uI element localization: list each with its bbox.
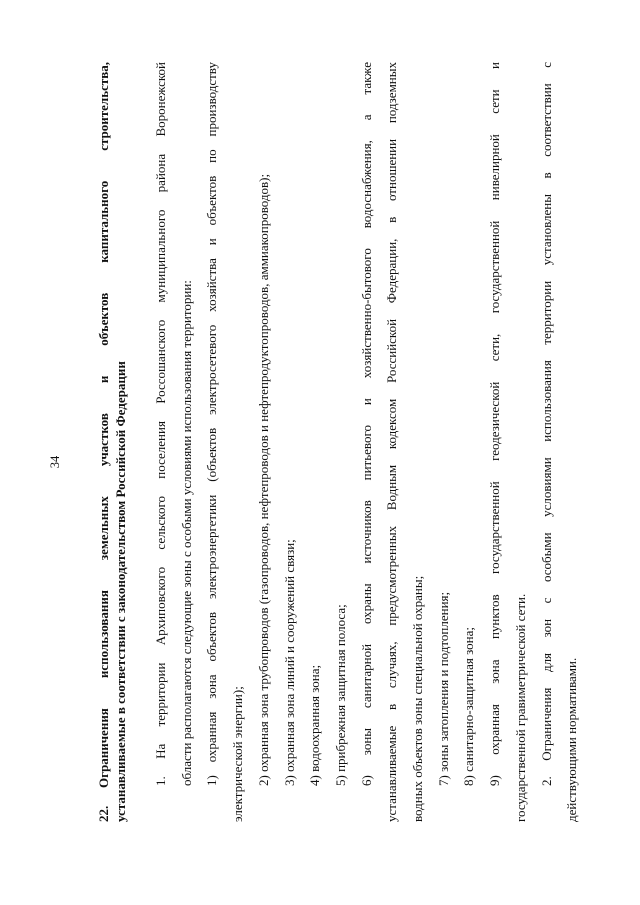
item9-line-2: государственной гравиметрической сети. [512, 593, 528, 822]
p2-line-1: 2. Ограничения для зон с особыми условиями использования территории установлены в соответствии с [538, 62, 554, 786]
list-item-3: 3) охранная зона линий и сооружений связи; [281, 539, 297, 786]
heading-line-1 [95, 62, 112, 822]
paragraph-2 [534, 62, 585, 822]
section-heading [95, 62, 129, 822]
paragraph-1 [148, 62, 199, 822]
document-body [148, 62, 585, 822]
heading-text-1: Ограничения использования земельных участков и объектов капитального строительства, [96, 62, 111, 788]
section-number: 22. [96, 805, 111, 822]
list-item-1 [199, 62, 250, 822]
list-item-6 [354, 62, 431, 822]
item6-line-2: устанавливаемые в случаях, предусмотренных Водным кодексом Российской Федерации, в отношении подземных [384, 62, 400, 822]
p1-line-2: области располагаются следующие зоны с особыми условиями использования территории: [178, 280, 194, 786]
p1-line-1: 1. На территории Архиповского сельского поселения Россошанского муниципального района Воронежской [153, 62, 168, 786]
list-item-5: 5) прибрежная защитная полоса; [332, 604, 348, 786]
heading-line-2: устанавливаемые в соответствии с законодательством Российской Федерации [113, 361, 128, 822]
list-item-4: 4) водоохранная зона; [307, 664, 323, 786]
list-item-9 [482, 62, 533, 822]
item9-line-1: 9) охранная зона пунктов государственной геодезической сети, государственной нивелирной сети и [487, 62, 503, 786]
list-item-7: 7) зоны затопления и подтопления; [435, 591, 451, 786]
item1-line-1: 1) охранная зона объектов электроэнергетики (объектов электросетевого хозяйства и объектов по производству [204, 62, 220, 786]
item6-line-1: 6) зоны санитарной охраны источников питьевого и хозяйственно-бытового водоснабжения, а также [358, 62, 374, 786]
item6-line-3: водных объектов зоны специальной охраны; [410, 575, 426, 822]
list-item-2: 2) охранная зона трубопроводов (газопроводов, нефтепроводов и нефтепродуктопроводов, аммиакопроводов); [255, 173, 271, 786]
rotated-page [40, 62, 600, 862]
p2-line-2: действующими нормативами. [564, 657, 580, 822]
list-item-8: 8) санитарно-защитная зона; [461, 627, 477, 786]
item1-line-2: электрической энергии); [230, 686, 246, 822]
page-number: 34 [48, 455, 62, 469]
